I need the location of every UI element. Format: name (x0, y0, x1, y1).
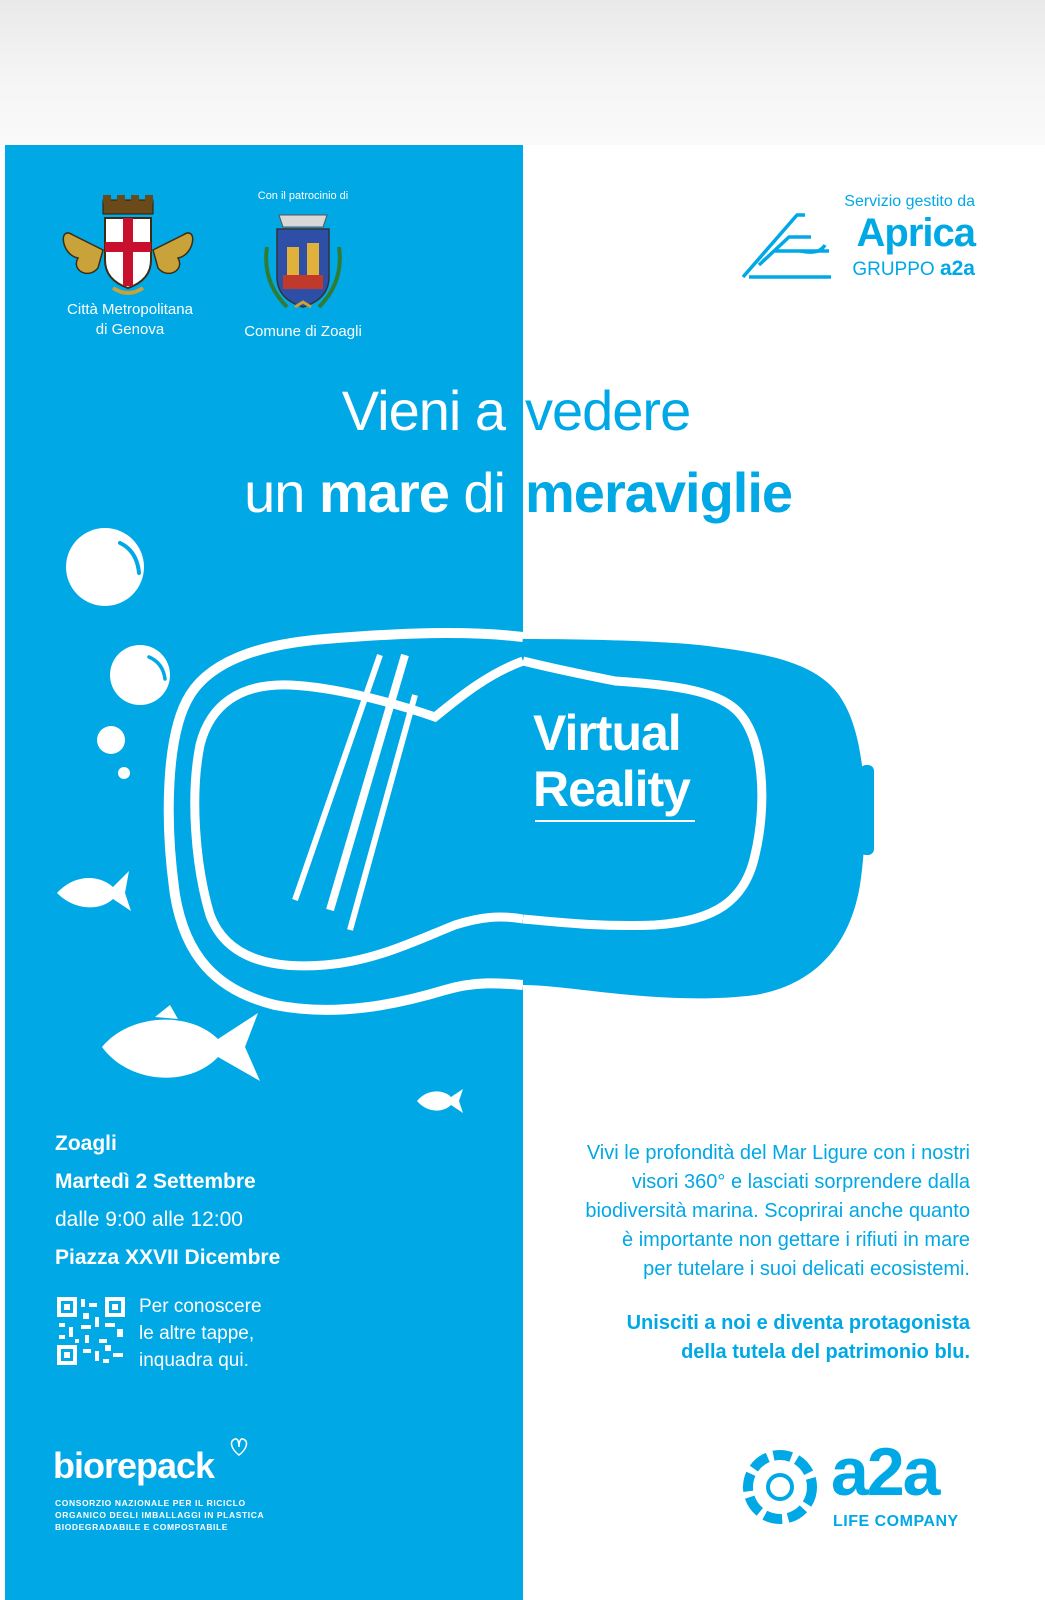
a2a-logo-icon (740, 1447, 820, 1527)
group-brand: a2a (939, 257, 975, 280)
headline-line2-left (244, 457, 505, 529)
headline-word-mare: mare (318, 461, 449, 524)
genova-coat-of-arms-icon (53, 190, 203, 300)
headline-line1-right: vedere (525, 379, 691, 442)
group-label: GRUPPO (852, 259, 935, 280)
top-bar (0, 0, 1045, 145)
biorepack-tagline: CONSORZIO NAZIONALE PER IL RICICLO ORGANICO DEGLI IMBALLAGGI IN PLASTICA BIODEGRADABILE E COMPOSTABILE (55, 1498, 265, 1532)
qr-code-icon[interactable] (55, 1295, 127, 1367)
call-to-action: Unisciti a noi e diventa protagonista della tutela del patrimonio blu. (626, 1312, 970, 1363)
poster (5, 145, 1040, 1600)
event-place: Zoagli (55, 1132, 117, 1155)
headline-line2-right: meraviglie (525, 461, 793, 524)
qr-text: Per conoscere le altre tappe, inquadra qui. (139, 1296, 262, 1371)
headline-word-un: un (244, 461, 305, 524)
event-date: Martedì 2 Settembre (55, 1170, 256, 1193)
a2a-brand: a2a (831, 1434, 939, 1510)
event-time: dalle 9:00 alle 12:00 (55, 1208, 243, 1231)
diving-mask-vr-icon (155, 625, 895, 1025)
managed-by-label: Servizio gestito da (844, 193, 975, 210)
a2a-tagline: LIFE COMPANY (833, 1513, 959, 1530)
small-fish-icon (415, 1085, 465, 1117)
aprica-group (825, 257, 975, 281)
description: Vivi le profondità del Mar Ligure con i nostri visori 360° e lasciati sorprendere dalla biodiversità marina. Scoprirai anche quanto è importante non gettare i rifiuti in mare per tutelare i suoi delicati ecosistemi. (585, 1142, 970, 1280)
city-caption: Città Metropolitana di Genova (67, 301, 193, 338)
vr-underline (535, 820, 695, 822)
event-info (55, 1125, 475, 1277)
patronage-label: Con il patrocinio di (257, 190, 349, 202)
biorepack-brand: biorepack (53, 1445, 215, 1486)
headline-line1-left: Vieni a (341, 379, 505, 442)
aprica-hand-icon (739, 211, 839, 281)
zoagli-crest-icon (257, 207, 349, 317)
fish-icon (55, 865, 135, 915)
comune-caption: Comune di Zoagli (244, 323, 362, 340)
aprica-brand: Aprica (856, 211, 975, 255)
big-fish-icon (100, 1005, 265, 1090)
event-location: Piazza XXVII Dicembre (55, 1246, 281, 1269)
butterfly-icon (227, 1435, 251, 1459)
vr-label: Virtual Reality (533, 705, 690, 817)
headline-word-di: di (463, 461, 505, 524)
